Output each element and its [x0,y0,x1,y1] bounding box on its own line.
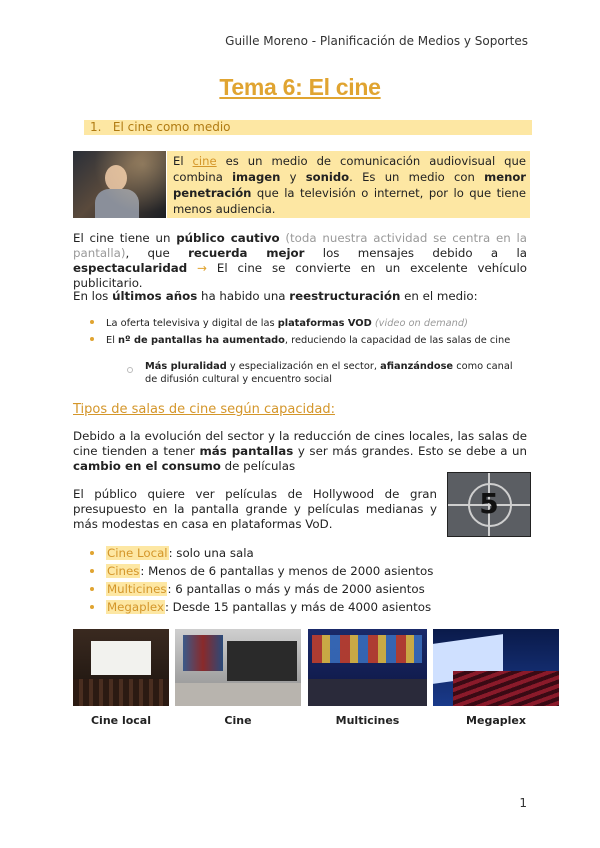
list-item: Megaplex: Desde 15 pantallas y más de 4000 asientos [90,598,433,616]
list-item: El nº de pantallas ha aumentado, reduciendo la capacidad de las salas de cine [90,335,510,347]
cine-link[interactable]: cine [192,154,217,168]
paragraph-hollywood: El público quiere ver películas de Hollywood de gran presupuesto en la pantalla grande y películas medianas y más modestas en casa en plataformas VoD. [73,487,437,531]
page-number: 1 [519,796,527,810]
paragraph-audience: El cine tiene un público cautivo (toda nuestra actividad se centra en la pantalla), que recuerda mejor los mensajes debido a la espectacularidad → El cine se convierte en un excelente vehículo publicitario. [73,231,528,290]
sub-list-item: Más pluralidad y especialización en el sector, afianzándose como canal de difusión cultural y encuentro social [127,360,527,386]
section-heading [84,120,532,135]
subheading: Tipos de salas de cine según capacidad: [73,402,335,417]
paragraph-evolution: Debido a la evolución del sector y la reducción de cines locales, las salas de cine tienden a tener más pantallas y ser más grandes. Esto se debe a un cambio en el consumo de películas [73,429,528,473]
megaplex-photo [433,629,559,706]
list-item: Cine Local: solo una sala [90,544,433,562]
section-title: El cine como medio [112,120,231,134]
list-item: Multicines: 6 pantallas o más y más de 2000 asientos [90,580,433,598]
page-title: Tema 6: El cine [219,74,381,100]
caption-cine-local: Cine local [90,714,151,727]
caption-multicines: Multicines [335,714,400,727]
list-item: La oferta televisiva y digital de las plataformas VOD (video on demand) [90,318,468,330]
section-number: 1. [90,120,102,134]
list-item: Cines: Menos de 6 pantallas y menos de 2000 asientos [90,562,433,580]
cinema-types-list [90,544,433,616]
paragraph-restructuring: En los últimos años ha habido una reestructuración en el medio: [73,289,478,303]
caption-megaplex: Megaplex [466,714,526,727]
countdown-number: 5 [479,487,499,520]
intro-callout: El cine es un medio de comunicación audiovisual que combina imagen y sonido. Es un medio con menor penetración que la televisión o internet, por lo que tiene menos audiencia. [167,151,530,218]
child-in-cinema-photo [73,151,166,218]
caption-cine: Cine [224,714,252,727]
film-countdown-image [447,472,531,537]
cine-photo [175,629,301,706]
cine-local-photo [73,629,169,706]
multicines-photo [308,629,427,706]
page-header: Guille Moreno - Planificación de Medios y Soportes [225,34,528,48]
